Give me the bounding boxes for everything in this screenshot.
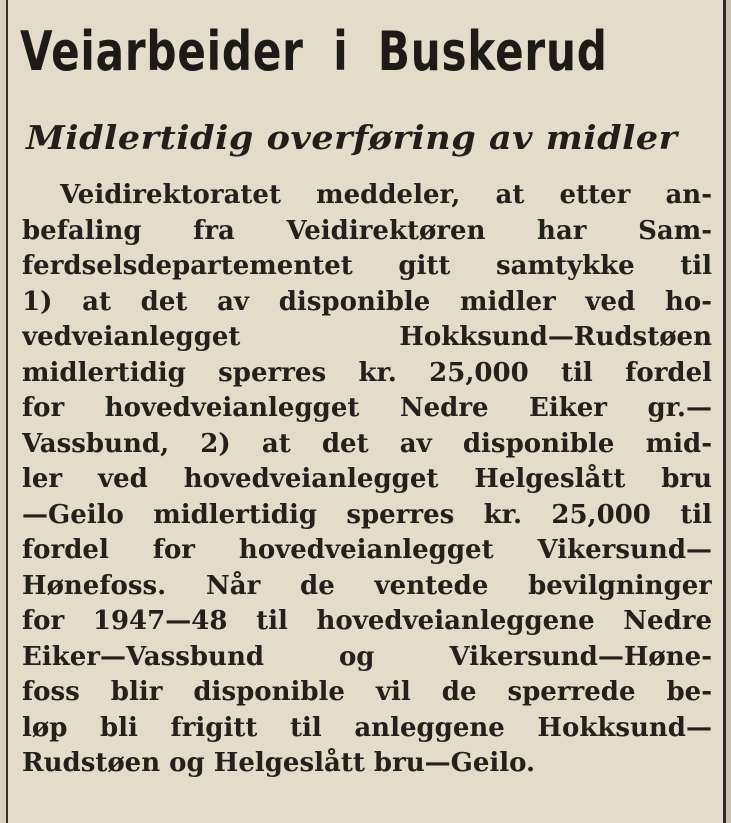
- column-rule-left: [6, 0, 8, 823]
- body-line: Eiker—Vassbund og Vikersund—Høne-: [22, 641, 712, 672]
- body-line: Veidirektoratet meddeler, at etter an-: [60, 180, 712, 210]
- body-line: ler ved hovedveianlegget Helgeslått bru: [22, 464, 712, 494]
- page-margin-right: [726, 0, 731, 823]
- body-line: midlertidig sperres kr. 25,000 til fordel: [22, 357, 712, 388]
- body-line: for hovedveianlegget Nedre Eiker gr.—: [22, 393, 712, 423]
- body-line: fordel for hovedveianlegget Vikersund—: [22, 535, 712, 565]
- subheadline: Midlertidig overføring av midler: [26, 118, 678, 157]
- body-line: vedveianlegget Hokksund—Rudstøen: [22, 322, 712, 352]
- body-line: foss blir disponible vil de sperrede be-: [22, 677, 712, 707]
- article-body: [22, 178, 712, 782]
- body-line: for 1947—48 til hovedveianleggene Nedre: [22, 606, 712, 636]
- body-line: 1) at det av disponible midler ved ho-: [22, 286, 712, 317]
- headline: Veiarbeider i Buskerud: [20, 20, 608, 83]
- body-line: Rudstøen og Helgeslått bru—Geilo.: [22, 748, 536, 778]
- body-line: ferdselsdepartementet gitt samtykke til: [22, 251, 712, 281]
- body-line: Hønefoss. Når de ventede bevilgninger: [22, 570, 712, 601]
- body-line: —Geilo midlertidig sperres kr. 25,000 til: [22, 499, 712, 530]
- body-line: Vassbund, 2) at det av disponible mid-: [22, 428, 712, 459]
- body-line: befaling fra Veidirektøren har Sam-: [22, 215, 712, 246]
- body-line: løp bli frigitt til anleggene Hokksund—: [22, 712, 712, 743]
